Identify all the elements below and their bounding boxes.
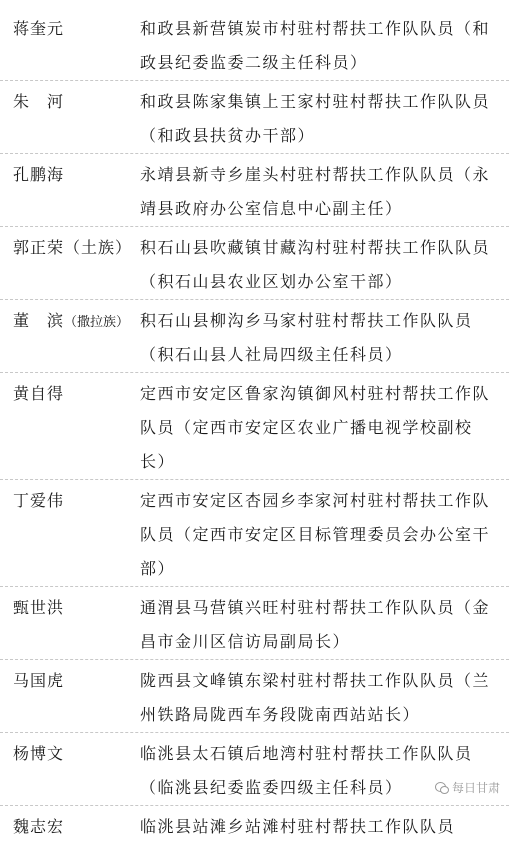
list-item — [0, 80, 509, 153]
person-name: 董 滨（撒拉族） — [13, 311, 130, 330]
list-item — [0, 153, 509, 226]
person-position: 陇西县文峰镇东梁村驻村帮扶工作队队员（兰州铁路局陇西车务段陇南西站站长） — [140, 671, 491, 724]
source-watermark — [432, 778, 503, 797]
person-position: 临洮县站滩乡站滩村驻村帮扶工作队队员 — [140, 817, 456, 836]
person-position: 永靖县新寺乡崖头村驻村帮扶工作队队员（永靖县政府办公室信息中心副主任） — [140, 165, 491, 218]
honoree-list — [0, 8, 509, 844]
person-position: 积石山县吹藏镇甘藏沟村驻村帮扶工作队队员（积石山县农业区划办公室干部） — [140, 238, 491, 291]
person-name: 马国虎 — [13, 671, 65, 690]
person-name: 孔鹏海 — [13, 165, 65, 184]
list-item — [0, 659, 509, 732]
person-name: 蒋奎元 — [13, 19, 65, 38]
person-position: 和政县陈家集镇上王家村驻村帮扶工作队队员（和政县扶贫办干部） — [140, 92, 491, 145]
list-item — [0, 8, 509, 80]
person-name: 魏志宏 — [13, 817, 65, 836]
person-position: 积石山县柳沟乡马家村驻村帮扶工作队队员（积石山县人社局四级主任科员） — [140, 311, 473, 364]
person-name: 朱 河 — [13, 92, 65, 111]
list-item — [0, 226, 509, 299]
person-position: 通渭县马营镇兴旺村驻村帮扶工作队队员（金昌市金川区信访局副局长） — [140, 598, 491, 651]
person-name: 黄自得 — [13, 384, 65, 403]
person-name: 郭正荣（土族） — [13, 238, 133, 257]
watermark-text: 每日甘肃 — [451, 781, 500, 795]
person-position: 定西市安定区鲁家沟镇御风村驻村帮扶工作队队员（定西市安定区农业广播电视学校副校长） — [140, 384, 491, 471]
list-item — [0, 479, 509, 586]
person-name: 甄世洪 — [13, 598, 65, 617]
list-item — [0, 586, 509, 659]
person-position: 临洮县太石镇后地湾村驻村帮扶工作队队员（临洮县纪委监委四级主任科员） — [140, 744, 473, 797]
wechat-icon — [435, 782, 449, 794]
list-item — [0, 299, 509, 372]
person-ethnicity: （撒拉族） — [64, 315, 130, 330]
list-item — [0, 805, 509, 844]
person-name: 杨博文 — [13, 744, 65, 763]
list-item — [0, 372, 509, 479]
person-position: 和政县新营镇炭市村驻村帮扶工作队队员（和政县纪委监委二级主任科员） — [140, 19, 491, 72]
person-position: 定西市安定区杏园乡李家河村驻村帮扶工作队队员（定西市安定区目标管理委员会办公室干部） — [140, 491, 491, 578]
person-name: 丁爱伟 — [13, 491, 65, 510]
